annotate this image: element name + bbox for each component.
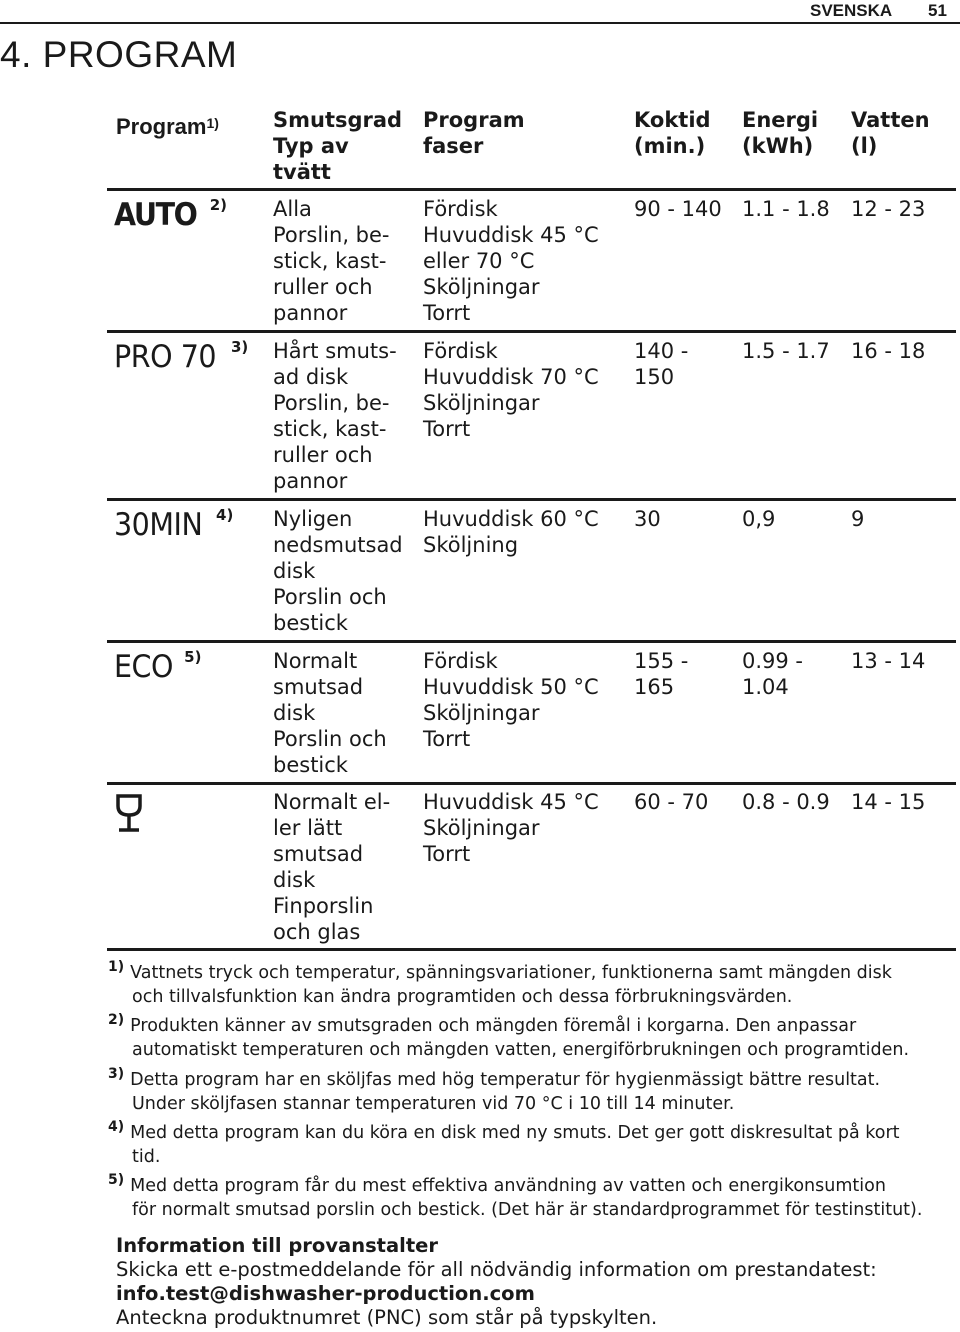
- time-value: 155 -: [634, 649, 689, 673]
- footnote-mark: 1): [108, 959, 125, 975]
- energy-value: 1.1 - 1.8: [742, 197, 830, 221]
- footnote-mark: 2): [108, 1012, 125, 1028]
- type-line: nedsmutsad: [273, 533, 403, 557]
- header-water: [851, 107, 951, 159]
- wine-glass-icon: [114, 793, 144, 837]
- row-phases: [423, 338, 623, 442]
- type-line: Porslin, be-: [273, 223, 390, 247]
- water-value: 9: [851, 507, 865, 531]
- info-email[interactable]: info.test@dishwasher-production.com: [116, 1282, 535, 1305]
- row-type: [273, 196, 413, 326]
- type-line: ruller och: [273, 443, 373, 467]
- footnote: [108, 1012, 958, 1062]
- row-time: [634, 648, 734, 700]
- footnote: [108, 1066, 958, 1116]
- program-symbol-text: PRO 70: [114, 339, 217, 375]
- type-line: disk: [273, 559, 316, 583]
- row-energy: [742, 506, 842, 532]
- type-line: ad disk: [273, 365, 349, 389]
- program-symbol-pro70: [114, 340, 248, 374]
- row-divider: [107, 640, 956, 643]
- row-divider: [107, 782, 956, 785]
- footnote-text: Produkten känner av smutsgraden och mängden föremål i korgarna. Den anpassar: [130, 1016, 857, 1036]
- info-text: Anteckna produktnumret (PNC) som står på typskylten.: [116, 1306, 658, 1329]
- program-footnote-mark: 2): [209, 196, 228, 214]
- header-phases-line: Program: [423, 108, 525, 132]
- header-time: [634, 107, 734, 159]
- phase-line: Huvuddisk 45 °C: [423, 223, 599, 247]
- header-rule: [0, 22, 960, 24]
- type-line: Porslin och: [273, 727, 387, 751]
- row-water: [851, 338, 951, 364]
- time-value: 30: [634, 507, 661, 531]
- program-symbol-30min: [114, 508, 233, 542]
- footnote-text: för normalt smutsad porslin och bestick. (Det här är standardprogrammet för testinstitut).: [132, 1200, 923, 1220]
- info-text: Skicka ett e-postmeddelande för all nödvändig information om prestandatest:: [116, 1258, 877, 1281]
- header-time-line: Koktid: [634, 108, 711, 132]
- phase-line: Torrt: [423, 301, 471, 325]
- header-energy-line: Energi: [742, 108, 819, 132]
- type-line: ler lätt: [273, 816, 343, 840]
- info-block: [116, 1234, 956, 1330]
- phase-line: Huvuddisk 50 °C: [423, 675, 599, 699]
- row-divider: [107, 330, 956, 333]
- program-symbol-text: ECO: [114, 649, 174, 685]
- info-title: Information till provanstalter: [116, 1234, 439, 1257]
- row-type: [273, 648, 413, 778]
- type-line: bestick: [273, 753, 348, 777]
- program-symbol-text: 30MIN: [114, 507, 203, 543]
- row-water: [851, 506, 951, 532]
- row-type: [273, 338, 413, 494]
- footnote-text: tid.: [132, 1147, 161, 1167]
- footnote-text: Med detta program får du mest effektiva användning av vatten och energikonsumtion: [130, 1176, 886, 1196]
- time-value: 140 -: [634, 339, 689, 363]
- header-phases: [423, 107, 623, 159]
- type-line: disk: [273, 868, 316, 892]
- header-water-line: (l): [851, 134, 878, 158]
- header-program-label: Program: [116, 114, 207, 139]
- type-line: Porslin, be-: [273, 391, 390, 415]
- footnote-text: Under sköljfasen stannar temperaturen vid 70 °C i 10 till 14 minuter.: [132, 1094, 735, 1114]
- footnote-mark: 4): [108, 1119, 125, 1135]
- phase-line: Torrt: [423, 417, 471, 441]
- program-footnote-mark: 5): [184, 648, 202, 666]
- program-symbol-text: AUTO: [114, 197, 197, 233]
- program-footnote-mark: 4): [216, 506, 234, 524]
- row-time: [634, 338, 734, 390]
- footnote-text: Detta program har en sköljfas med hög temperatur för hygienmässigt bättre resultat.: [130, 1070, 881, 1090]
- row-type: [273, 789, 413, 945]
- type-line: Porslin och: [273, 585, 387, 609]
- section-title: 4. PROGRAM: [0, 34, 238, 75]
- phase-line: Huvuddisk 45 °C: [423, 790, 599, 814]
- program-symbol-eco: [114, 650, 201, 684]
- row-type: [273, 506, 413, 636]
- water-value: 13 - 14: [851, 649, 926, 673]
- header-program-footnote: 1): [206, 115, 219, 131]
- row-phases: [423, 506, 623, 558]
- header-energy-line: (kWh): [742, 134, 814, 158]
- row-energy: [742, 648, 842, 700]
- footnote-text: Med detta program kan du köra en disk med ny smuts. Det ger gott diskresultat på kort: [130, 1123, 900, 1143]
- row-divider: [107, 188, 956, 191]
- footnote-mark: 3): [108, 1066, 125, 1082]
- footnote-text: Vattnets tryck och temperatur, spänningsvariationer, funktionerna samt mängden disk: [130, 963, 892, 983]
- row-energy: [742, 789, 842, 815]
- row-energy: [742, 338, 842, 364]
- type-line: Hårt smuts-: [273, 339, 397, 363]
- phase-line: Torrt: [423, 727, 471, 751]
- energy-value: 1.04: [742, 675, 789, 699]
- type-line: pannor: [273, 301, 348, 325]
- type-line: ruller och: [273, 275, 373, 299]
- footnote-text: och tillvalsfunktion kan ändra programtiden och dessa förbrukningsvärden.: [132, 987, 793, 1007]
- header-type-line: Typ av: [273, 134, 349, 158]
- energy-value: 0.99 -: [742, 649, 804, 673]
- header-type-line: tvätt: [273, 160, 331, 184]
- header-language: SVENSKA: [810, 1, 893, 20]
- energy-value: 0.8 - 0.9: [742, 790, 830, 814]
- phase-line: Torrt: [423, 842, 471, 866]
- program-symbol-auto: [114, 198, 227, 232]
- energy-value: 0,9: [742, 507, 776, 531]
- header-time-line: (min.): [634, 134, 706, 158]
- phase-line: Sköljningar: [423, 701, 540, 725]
- phase-line: Fördisk: [423, 649, 498, 673]
- phase-line: Fördisk: [423, 197, 498, 221]
- row-time: [634, 506, 734, 532]
- type-line: bestick: [273, 611, 348, 635]
- type-line: Nyligen: [273, 507, 353, 531]
- type-line: Normalt el-: [273, 790, 391, 814]
- header-program: [116, 114, 219, 140]
- row-divider: [107, 948, 956, 951]
- footnote: [108, 1172, 958, 1222]
- phase-line: Sköljningar: [423, 391, 540, 415]
- page-number: 51: [928, 1, 947, 20]
- type-line: stick, kast-: [273, 249, 387, 273]
- type-line: och glas: [273, 920, 361, 944]
- row-energy: [742, 196, 842, 222]
- row-phases: [423, 648, 623, 752]
- footnote-mark: 5): [108, 1172, 125, 1188]
- header-energy: [742, 107, 842, 159]
- header-water-line: Vatten: [851, 108, 930, 132]
- row-water: [851, 648, 951, 674]
- header-phases-line: faser: [423, 134, 484, 158]
- phase-line: Huvuddisk 60 °C: [423, 507, 599, 531]
- type-line: pannor: [273, 469, 348, 493]
- time-value: 90 - 140: [634, 197, 722, 221]
- footnote-text: automatiskt temperaturen och mängden vatten, energiförbrukningen och programtiden.: [132, 1040, 910, 1060]
- phase-line: eller 70 °C: [423, 249, 535, 273]
- type-line: disk: [273, 701, 316, 725]
- phase-line: Fördisk: [423, 339, 498, 363]
- row-phases: [423, 789, 623, 867]
- time-value: 60 - 70: [634, 790, 709, 814]
- water-value: 16 - 18: [851, 339, 926, 363]
- phase-line: Huvuddisk 70 °C: [423, 365, 599, 389]
- type-line: stick, kast-: [273, 417, 387, 441]
- phase-line: Sköljning: [423, 533, 519, 557]
- footnote: [108, 1119, 958, 1169]
- footnote: [108, 959, 958, 1009]
- row-time: [634, 789, 734, 815]
- time-value: 165: [634, 675, 675, 699]
- energy-value: 1.5 - 1.7: [742, 339, 830, 363]
- program-footnote-mark: 3): [230, 338, 249, 356]
- type-line: Normalt: [273, 649, 358, 673]
- phase-line: Sköljningar: [423, 816, 540, 840]
- row-divider: [107, 498, 956, 501]
- header-type-line: Smutsgrad: [273, 108, 403, 132]
- header-type: [273, 107, 413, 185]
- row-phases: [423, 196, 623, 326]
- water-value: 12 - 23: [851, 197, 926, 221]
- water-value: 14 - 15: [851, 790, 926, 814]
- type-line: smutsad: [273, 675, 364, 699]
- row-water: [851, 789, 951, 815]
- type-line: Alla: [273, 197, 312, 221]
- time-value: 150: [634, 365, 675, 389]
- type-line: Finporslin: [273, 894, 374, 918]
- phase-line: Sköljningar: [423, 275, 540, 299]
- page-header: [0, 0, 960, 22]
- row-water: [851, 196, 951, 222]
- type-line: smutsad: [273, 842, 364, 866]
- row-time: [634, 196, 734, 222]
